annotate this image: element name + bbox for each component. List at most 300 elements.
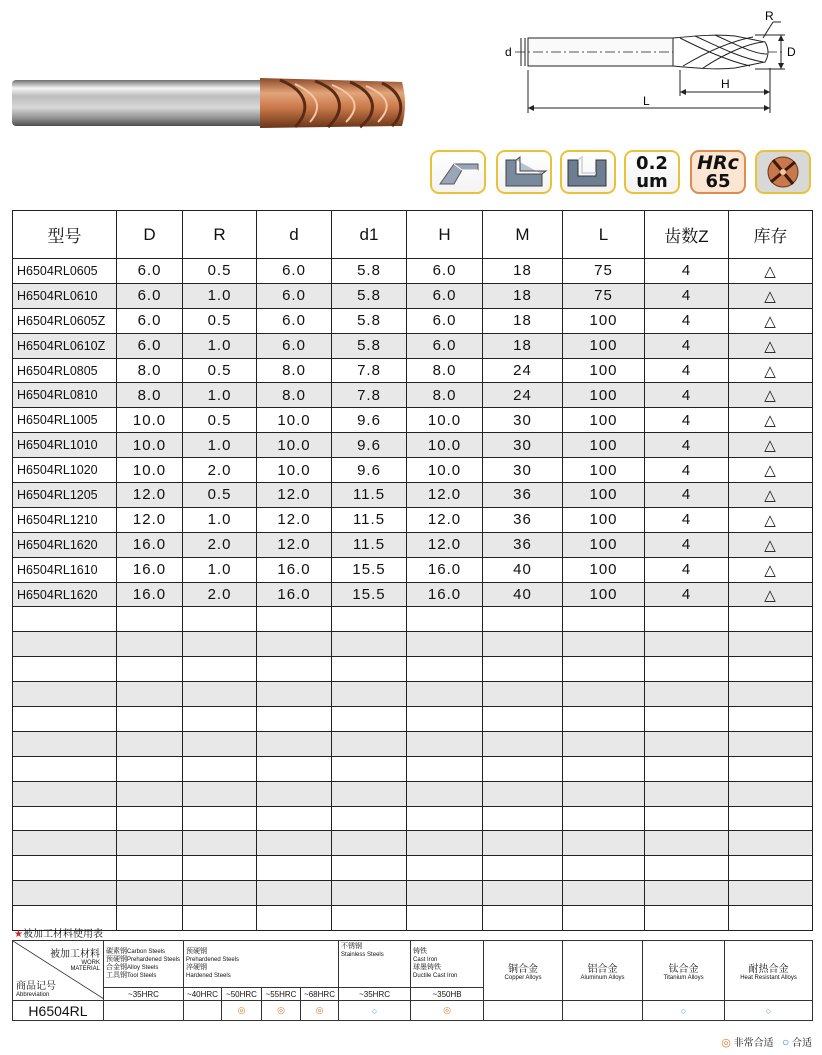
value-cell: 6.0 xyxy=(257,333,332,358)
value-cell: 4 xyxy=(645,408,729,433)
table-row xyxy=(13,259,813,284)
empty-cell xyxy=(645,707,729,732)
value-cell: 4 xyxy=(645,532,729,557)
empty-cell xyxy=(407,881,483,906)
empty-cell xyxy=(183,731,257,756)
column-header: d1 xyxy=(332,211,407,259)
column-header: M xyxy=(483,211,563,259)
table-row xyxy=(13,308,813,333)
empty-cell xyxy=(332,781,407,806)
empty-cell xyxy=(257,707,332,732)
value-cell: 6.0 xyxy=(117,333,183,358)
precision-tolerance-icon xyxy=(624,150,680,194)
value-cell: 100 xyxy=(563,483,645,508)
value-cell: 100 xyxy=(563,308,645,333)
header-abbr-cn: 商品记号 xyxy=(16,981,56,992)
empty-row xyxy=(13,881,813,906)
value-cell: △ xyxy=(729,383,813,408)
empty-cell xyxy=(183,632,257,657)
value-cell: 1.0 xyxy=(183,557,257,582)
value-cell: 11.5 xyxy=(332,532,407,557)
empty-cell xyxy=(117,881,183,906)
cutter-end-view-icon xyxy=(755,150,811,194)
value-cell: 12.0 xyxy=(257,507,332,532)
value-cell: 4 xyxy=(645,433,729,458)
value-cell: 16.0 xyxy=(407,582,483,607)
value-cell: △ xyxy=(729,483,813,508)
empty-cell xyxy=(729,881,813,906)
value-cell: 11.5 xyxy=(332,483,407,508)
suitability-mark xyxy=(104,1001,184,1021)
value-cell: 9.6 xyxy=(332,433,407,458)
hardness-value: 65 xyxy=(705,171,731,192)
value-cell: 12.0 xyxy=(407,532,483,557)
value-cell: 6.0 xyxy=(407,283,483,308)
value-cell: 18 xyxy=(483,283,563,308)
model-cell: H6504RL0605 xyxy=(13,259,117,284)
value-cell: 1.0 xyxy=(183,433,257,458)
value-cell: 11.5 xyxy=(332,507,407,532)
empty-cell xyxy=(563,881,645,906)
table-row xyxy=(13,358,813,383)
empty-cell xyxy=(645,756,729,781)
empty-cell xyxy=(117,682,183,707)
empty-cell xyxy=(483,607,563,632)
group-carbon-steels: 碳素钢Carbon Steels 预硬钢Prehardened Steels 合金钢Alloy Steels 工具钢Tool Steels xyxy=(104,941,184,988)
empty-row xyxy=(13,632,813,657)
empty-cell xyxy=(407,632,483,657)
value-cell: 6.0 xyxy=(407,308,483,333)
empty-cell xyxy=(183,607,257,632)
value-cell: 0.5 xyxy=(183,358,257,383)
empty-cell xyxy=(407,731,483,756)
empty-cell xyxy=(729,781,813,806)
legend-suitable: 合适 xyxy=(789,1038,812,1049)
value-cell: 100 xyxy=(563,383,645,408)
value-cell: 2.0 xyxy=(183,582,257,607)
value-cell: △ xyxy=(729,557,813,582)
model-cell: H6504RL0810 xyxy=(13,383,117,408)
value-cell: 100 xyxy=(563,358,645,383)
column-header: H xyxy=(407,211,483,259)
value-cell: 4 xyxy=(645,283,729,308)
value-cell: 0.5 xyxy=(183,259,257,284)
value-cell: △ xyxy=(729,532,813,557)
group-titanium-alloys: 钛合金 Titanium Alloys xyxy=(643,941,725,1001)
empty-cell xyxy=(257,906,332,931)
empty-cell xyxy=(13,731,117,756)
value-cell: △ xyxy=(729,333,813,358)
value-cell: 5.8 xyxy=(332,259,407,284)
value-cell: 36 xyxy=(483,507,563,532)
empty-cell xyxy=(645,881,729,906)
header-work-en: WORK xyxy=(81,960,100,966)
empty-cell xyxy=(407,707,483,732)
empty-cell xyxy=(563,632,645,657)
empty-cell xyxy=(563,707,645,732)
empty-cell xyxy=(407,607,483,632)
value-cell: 4 xyxy=(645,582,729,607)
value-cell: 100 xyxy=(563,507,645,532)
empty-row xyxy=(13,657,813,682)
value-cell: 40 xyxy=(483,582,563,607)
empty-cell xyxy=(407,781,483,806)
value-cell: 6.0 xyxy=(117,283,183,308)
empty-cell xyxy=(13,632,117,657)
empty-cell xyxy=(13,756,117,781)
table-row xyxy=(13,557,813,582)
table-row xyxy=(13,458,813,483)
table-row xyxy=(13,333,813,358)
empty-cell xyxy=(563,856,645,881)
value-cell: 5.8 xyxy=(332,308,407,333)
empty-cell xyxy=(483,632,563,657)
empty-cell xyxy=(645,607,729,632)
label-l: L xyxy=(643,94,650,108)
value-cell: 6.0 xyxy=(407,259,483,284)
value-cell: 40 xyxy=(483,557,563,582)
value-cell: 7.8 xyxy=(332,383,407,408)
header-material-en: MATERIAL xyxy=(70,966,100,972)
empty-cell xyxy=(257,881,332,906)
empty-row xyxy=(13,731,813,756)
value-cell: 6.0 xyxy=(407,333,483,358)
empty-cell xyxy=(563,781,645,806)
empty-cell xyxy=(483,856,563,881)
table-row xyxy=(13,483,813,508)
value-cell: 30 xyxy=(483,458,563,483)
value-cell: 100 xyxy=(563,557,645,582)
header-abbr-en: Abbreviation xyxy=(16,992,50,998)
value-cell: 16.0 xyxy=(117,532,183,557)
empty-cell xyxy=(117,632,183,657)
value-cell: 16.0 xyxy=(257,557,332,582)
range-cell: ~40HRC xyxy=(184,988,222,1001)
value-cell: 4 xyxy=(645,507,729,532)
label-d-large: D xyxy=(787,45,796,59)
empty-cell xyxy=(407,657,483,682)
model-cell: H6504RL1620 xyxy=(13,532,117,557)
model-cell: H6504RL1205 xyxy=(13,483,117,508)
model-cell: H6504RL1610 xyxy=(13,557,117,582)
value-cell: 24 xyxy=(483,383,563,408)
column-header: R xyxy=(183,211,257,259)
empty-cell xyxy=(563,731,645,756)
column-header: D xyxy=(117,211,183,259)
empty-cell xyxy=(729,756,813,781)
value-cell: 4 xyxy=(645,383,729,408)
label-h: H xyxy=(721,77,730,91)
value-cell: 0.5 xyxy=(183,308,257,333)
material-table xyxy=(12,940,813,1021)
empty-cell xyxy=(117,856,183,881)
suitability-mark: ○ xyxy=(643,1001,725,1021)
empty-row xyxy=(13,607,813,632)
empty-cell xyxy=(183,881,257,906)
empty-cell xyxy=(645,632,729,657)
empty-cell xyxy=(332,806,407,831)
value-cell: 18 xyxy=(483,308,563,333)
suitability-mark xyxy=(563,1001,643,1021)
empty-cell xyxy=(563,806,645,831)
table-row xyxy=(13,408,813,433)
empty-cell xyxy=(332,682,407,707)
empty-cell xyxy=(117,756,183,781)
material-table-title: ★被加工材料使用表 xyxy=(14,929,103,940)
value-cell: 36 xyxy=(483,483,563,508)
value-cell: 12.0 xyxy=(117,507,183,532)
end-mill-photo xyxy=(10,72,410,132)
empty-cell xyxy=(563,682,645,707)
empty-cell xyxy=(332,906,407,931)
suitability-mark xyxy=(184,1001,222,1021)
empty-cell xyxy=(407,831,483,856)
value-cell: 8.0 xyxy=(117,383,183,408)
value-cell: 9.6 xyxy=(332,458,407,483)
value-cell: 7.8 xyxy=(332,358,407,383)
column-header: 型号 xyxy=(13,211,117,259)
empty-cell xyxy=(183,707,257,732)
value-cell: 8.0 xyxy=(257,383,332,408)
model-cell: H6504RL1620 xyxy=(13,582,117,607)
suitability-mark: ◎ xyxy=(411,1001,484,1021)
empty-cell xyxy=(117,806,183,831)
empty-cell xyxy=(729,806,813,831)
suitability-mark: ○ xyxy=(339,1001,411,1021)
empty-cell xyxy=(332,731,407,756)
empty-cell xyxy=(729,731,813,756)
value-cell: 10.0 xyxy=(117,458,183,483)
empty-cell xyxy=(13,881,117,906)
empty-cell xyxy=(332,831,407,856)
empty-cell xyxy=(13,856,117,881)
empty-cell xyxy=(117,731,183,756)
value-cell: △ xyxy=(729,507,813,532)
table-row xyxy=(13,532,813,557)
empty-cell xyxy=(117,607,183,632)
empty-row xyxy=(13,806,813,831)
value-cell: 2.0 xyxy=(183,532,257,557)
value-cell: 2.0 xyxy=(183,458,257,483)
suitability-mark: ◎ xyxy=(301,1001,339,1021)
value-cell: 100 xyxy=(563,532,645,557)
empty-cell xyxy=(117,831,183,856)
empty-cell xyxy=(729,707,813,732)
value-cell: △ xyxy=(729,259,813,284)
empty-cell xyxy=(257,632,332,657)
value-cell: 16.0 xyxy=(257,582,332,607)
value-cell: 5.8 xyxy=(332,333,407,358)
empty-cell xyxy=(483,806,563,831)
model-cell: H6504RL1020 xyxy=(13,458,117,483)
suitability-mark: ◎ xyxy=(262,1001,301,1021)
empty-cell xyxy=(645,781,729,806)
table-row xyxy=(13,507,813,532)
value-cell: 10.0 xyxy=(117,433,183,458)
empty-cell xyxy=(257,831,332,856)
model-cell: H6504RL0805 xyxy=(13,358,117,383)
value-cell: 4 xyxy=(645,557,729,582)
empty-cell xyxy=(407,682,483,707)
value-cell: 4 xyxy=(645,483,729,508)
value-cell: 6.0 xyxy=(257,283,332,308)
value-cell: 16.0 xyxy=(407,557,483,582)
empty-cell xyxy=(645,906,729,931)
value-cell: 30 xyxy=(483,408,563,433)
empty-cell xyxy=(257,806,332,831)
empty-cell xyxy=(117,781,183,806)
value-cell: △ xyxy=(729,458,813,483)
hardness-label: HRc xyxy=(697,152,739,174)
suitability-legend: ◎ 非常合适 ○ 合适 xyxy=(721,1035,812,1049)
empty-row xyxy=(13,831,813,856)
value-cell: 4 xyxy=(645,458,729,483)
value-cell: 1.0 xyxy=(183,383,257,408)
table-row xyxy=(13,383,813,408)
value-cell: 100 xyxy=(563,433,645,458)
shoulder-icon xyxy=(496,150,552,194)
value-cell: 6.0 xyxy=(257,308,332,333)
column-header: 齿数Z xyxy=(645,211,729,259)
value-cell: 12.0 xyxy=(117,483,183,508)
group-heat-resistant-alloys: 耐热合金 Heat Resistant Alloys xyxy=(725,941,813,1001)
model-cell: H6504RL0605Z xyxy=(13,308,117,333)
range-cell: ~35HRC xyxy=(104,988,184,1001)
empty-cell xyxy=(483,682,563,707)
range-cell: ~50HRC xyxy=(222,988,262,1001)
empty-row xyxy=(13,856,813,881)
suitability-mark: ○ xyxy=(725,1001,813,1021)
label-d-small: d xyxy=(505,45,512,59)
empty-cell xyxy=(407,806,483,831)
value-cell: 6.0 xyxy=(257,259,332,284)
empty-cell xyxy=(332,856,407,881)
empty-cell xyxy=(645,856,729,881)
empty-cell xyxy=(183,906,257,931)
empty-cell xyxy=(729,657,813,682)
empty-cell xyxy=(563,906,645,931)
value-cell: 12.0 xyxy=(257,532,332,557)
empty-cell xyxy=(645,731,729,756)
empty-cell xyxy=(332,707,407,732)
value-cell: 18 xyxy=(483,333,563,358)
empty-cell xyxy=(13,707,117,732)
empty-cell xyxy=(183,856,257,881)
dimension-diagram xyxy=(495,8,815,118)
table-row xyxy=(13,433,813,458)
material-corner-cell xyxy=(13,941,104,1001)
value-cell: 0.5 xyxy=(183,408,257,433)
empty-cell xyxy=(407,906,483,931)
empty-row xyxy=(13,781,813,806)
empty-cell xyxy=(407,856,483,881)
value-cell: 1.0 xyxy=(183,507,257,532)
empty-cell xyxy=(483,831,563,856)
value-cell: 5.8 xyxy=(332,283,407,308)
empty-cell xyxy=(183,831,257,856)
value-cell: 4 xyxy=(645,333,729,358)
empty-cell xyxy=(483,731,563,756)
empty-cell xyxy=(183,756,257,781)
group-hardened-steels: 预硬钢 Prehardened Steels 淬硬钢 Hardened Steels xyxy=(184,941,339,988)
empty-cell xyxy=(645,806,729,831)
value-cell: 10.0 xyxy=(407,408,483,433)
empty-cell xyxy=(332,607,407,632)
value-cell: 12.0 xyxy=(407,507,483,532)
empty-cell xyxy=(257,607,332,632)
label-r: R xyxy=(765,9,774,23)
value-cell: 4 xyxy=(645,259,729,284)
header-work-material-cn: 被加工材料 xyxy=(50,949,100,960)
value-cell: △ xyxy=(729,433,813,458)
value-cell: 9.6 xyxy=(332,408,407,433)
empty-cell xyxy=(729,856,813,881)
suitability-mark: ◎ xyxy=(222,1001,262,1021)
empty-cell xyxy=(332,657,407,682)
empty-row xyxy=(13,906,813,931)
value-cell: 100 xyxy=(563,582,645,607)
empty-cell xyxy=(483,906,563,931)
empty-cell xyxy=(563,756,645,781)
empty-cell xyxy=(13,831,117,856)
empty-cell xyxy=(483,707,563,732)
column-header: d xyxy=(257,211,332,259)
empty-cell xyxy=(563,607,645,632)
value-cell: 6.0 xyxy=(117,259,183,284)
empty-cell xyxy=(332,881,407,906)
empty-cell xyxy=(183,806,257,831)
empty-cell xyxy=(332,632,407,657)
value-cell: △ xyxy=(729,308,813,333)
empty-cell xyxy=(645,682,729,707)
group-stainless-steels: 不锈钢 Stainless Steels xyxy=(339,941,411,988)
empty-cell xyxy=(563,657,645,682)
value-cell: 6.0 xyxy=(117,308,183,333)
empty-cell xyxy=(257,856,332,881)
value-cell: 18 xyxy=(483,259,563,284)
empty-cell xyxy=(407,756,483,781)
model-cell: H6504RL1010 xyxy=(13,433,117,458)
value-cell: 12.0 xyxy=(257,483,332,508)
value-cell: △ xyxy=(729,408,813,433)
value-cell: 75 xyxy=(563,283,645,308)
range-cell: ~350HB xyxy=(411,988,484,1001)
empty-row xyxy=(13,707,813,732)
empty-cell xyxy=(729,607,813,632)
value-cell: 36 xyxy=(483,532,563,557)
empty-cell xyxy=(183,682,257,707)
empty-cell xyxy=(729,632,813,657)
value-cell: 10.0 xyxy=(407,433,483,458)
precision-unit: um xyxy=(636,171,668,192)
value-cell: 10.0 xyxy=(407,458,483,483)
pocket-icon xyxy=(560,150,616,194)
column-header: L xyxy=(563,211,645,259)
value-cell: 100 xyxy=(563,333,645,358)
value-cell: 10.0 xyxy=(257,458,332,483)
empty-cell xyxy=(183,657,257,682)
value-cell: 8.0 xyxy=(407,358,483,383)
slot-groove-icon xyxy=(430,150,486,194)
empty-cell xyxy=(257,682,332,707)
value-cell: 10.0 xyxy=(117,408,183,433)
empty-cell xyxy=(729,831,813,856)
spec-table xyxy=(12,210,813,931)
empty-cell xyxy=(483,881,563,906)
table-row xyxy=(13,582,813,607)
range-cell: ~55HRC xyxy=(262,988,301,1001)
empty-cell xyxy=(13,657,117,682)
